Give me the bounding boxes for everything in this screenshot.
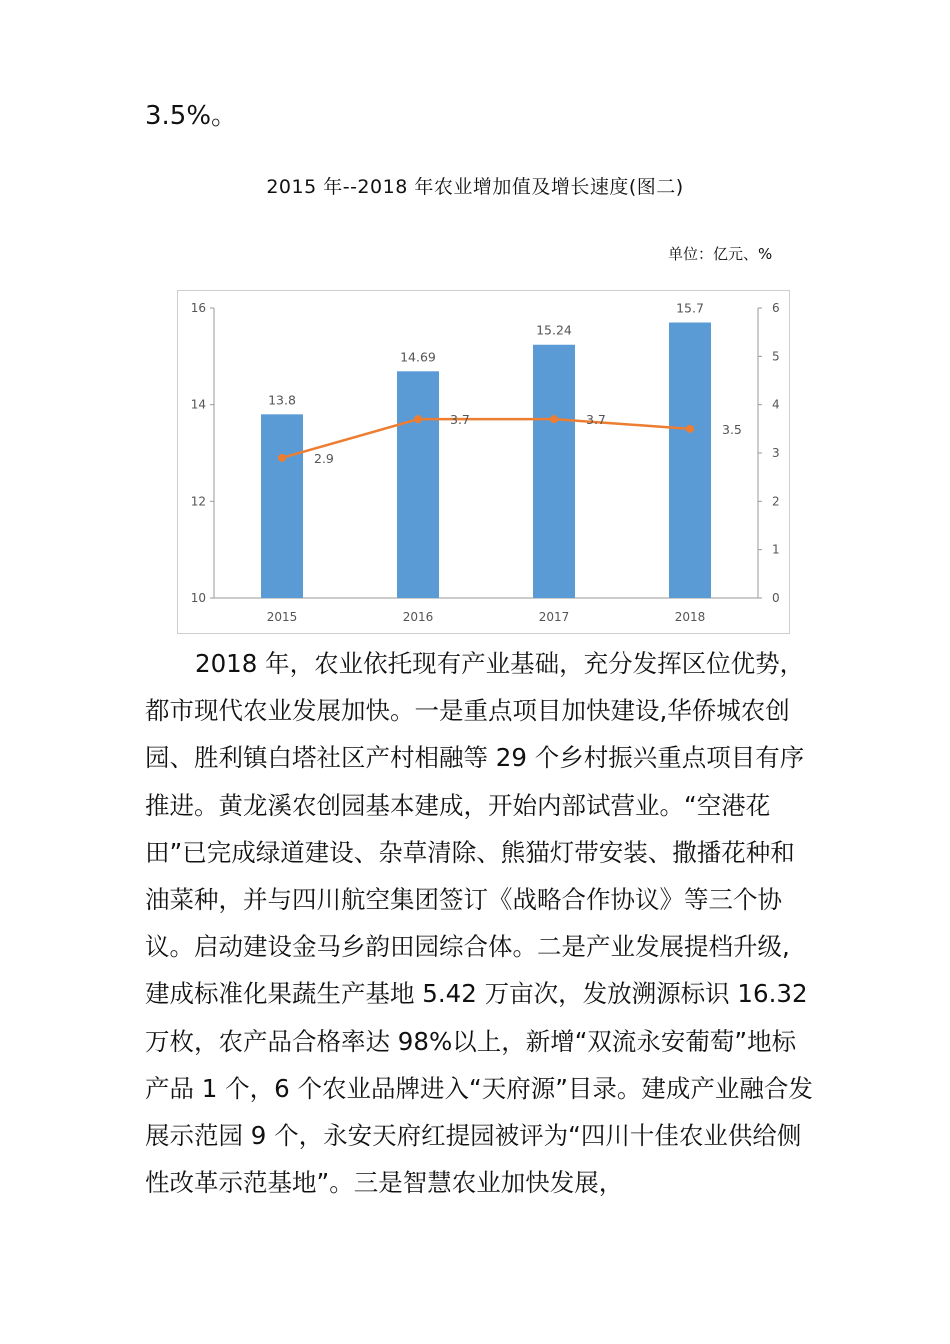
x-tick-label: 2017 (538, 610, 570, 624)
bar (669, 323, 711, 599)
y-left-tick-label: 10 (190, 591, 206, 605)
y-right-tick-label: 2 (772, 494, 780, 509)
chart-svg (178, 291, 791, 635)
bar-data-label: 14.69 (400, 349, 436, 365)
y-right-tick-label: 5 (772, 349, 780, 364)
growth-line (282, 419, 690, 458)
bar-data-label: 13.8 (268, 392, 296, 408)
y-right-tick-label: 3 (772, 446, 780, 460)
growth-point (550, 415, 558, 423)
line-data-label: 3.5 (722, 421, 742, 437)
y-left-tick-label: 14 (190, 397, 206, 412)
y-right-tick-label: 6 (772, 301, 780, 315)
chart-container (177, 290, 790, 634)
line-data-label: 3.7 (450, 412, 470, 428)
bar (261, 414, 303, 598)
line-data-label: 3.7 (586, 412, 606, 428)
y-right-tick-label: 1 (772, 542, 780, 557)
y-left-tick-label: 16 (190, 301, 206, 315)
growth-point (414, 415, 422, 423)
growth-point (686, 425, 694, 433)
y-right-tick-label: 0 (772, 591, 780, 605)
bar (533, 345, 575, 598)
line-data-label: 2.9 (314, 450, 334, 466)
lead-text: 3.5%。 (145, 101, 238, 131)
x-tick-label: 2015 (266, 610, 298, 624)
bar (397, 371, 439, 598)
growth-point (278, 454, 286, 462)
x-tick-label: 2018 (674, 610, 706, 624)
chart-title: 2015 年--2018 年农业增加值及增长速度(图二) (266, 176, 684, 198)
unit-label: 单位：亿元、% (668, 245, 773, 263)
paragraph-text: 2018 年，农业依托现有产业基础，充分发挥区位优势，都市现代农业发展加快。一是重点项目加快建设,华侨城农创园、胜利镇白塔社区产村相融等 29 个乡村振兴重点项目有序推进。黄龙溪农创园基本建成，开始内部试营业。“空港花田”已完成绿道建设、杂草清除、熊猫灯带安装、撒播花种和油菜种，并与四川航空集团签订《战略合作协议》等三个协议。启动建设金马乡韵田园综合体。二是产业发展提档升级, 建成标准化果蔬生产基地 5.42 万亩次，发放溯源标识 16.32 万枚，农产品合格率达 98%以上，新增“双流永安葡萄”地标产品 1 个，6 个农业品牌进入“天府源”目录。建成产业融合发展示范园 9 个，永安天府红提园被评为“四川十佳农业供给侧性改革示范基地”。三是智慧农业加快发展， (145, 649, 813, 1198)
y-right-tick-label: 4 (772, 397, 780, 412)
y-left-tick-label: 12 (190, 494, 206, 509)
body-paragraph (145, 640, 815, 1206)
bar-data-label: 15.24 (536, 322, 572, 338)
x-tick-label: 2016 (402, 610, 434, 624)
bar-data-label: 15.7 (676, 300, 704, 316)
